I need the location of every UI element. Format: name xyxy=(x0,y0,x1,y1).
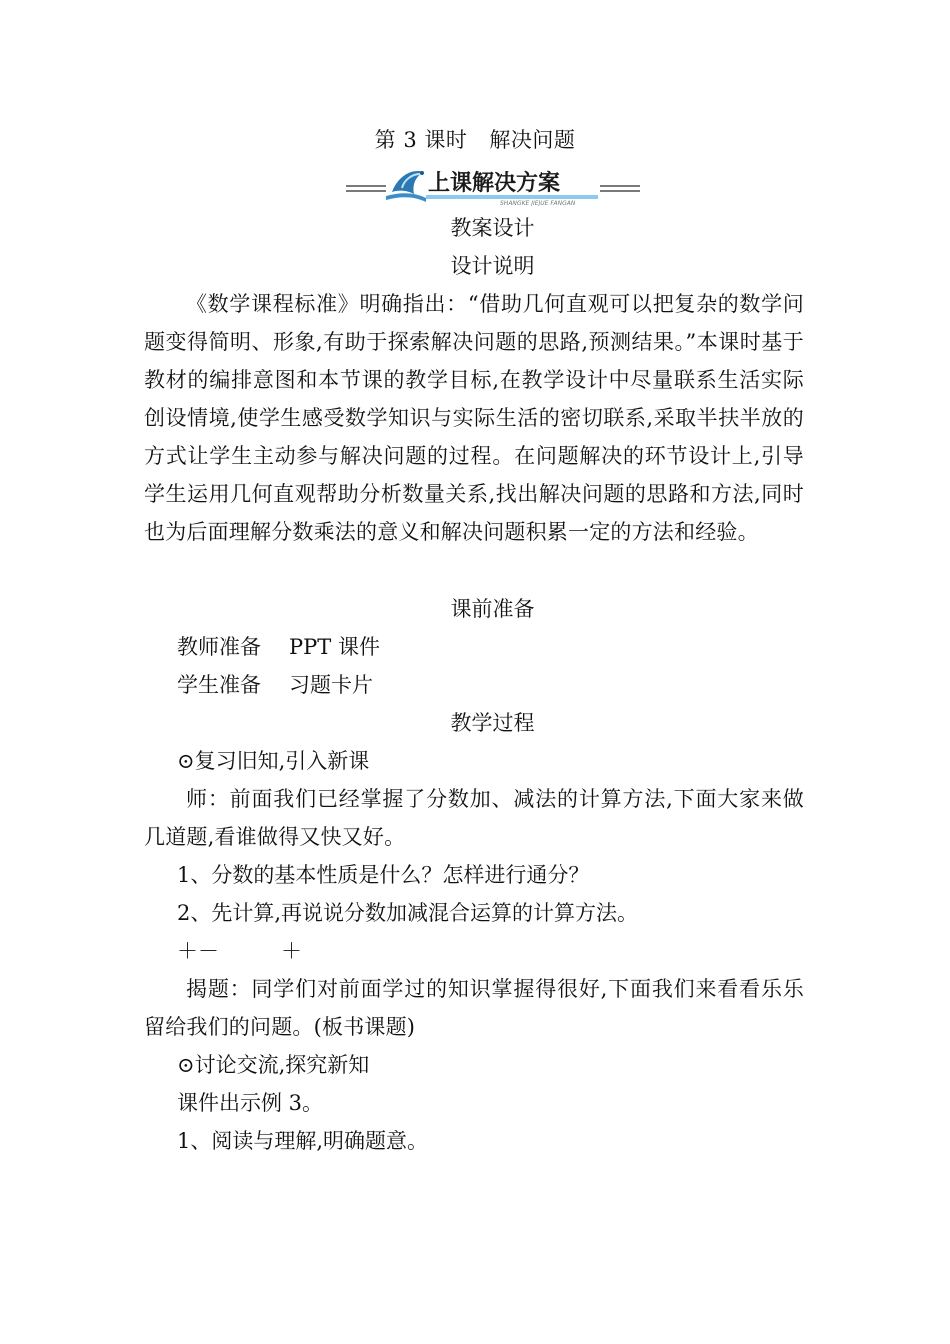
example-line: 课件出示例 3。 xyxy=(177,1091,324,1115)
lesson-number: 第 3 课时 xyxy=(374,128,468,152)
section-process: 教学过程 xyxy=(450,711,535,735)
teacher-prep-label: 教师准备 xyxy=(177,635,261,659)
section-lesson-plan: 教案设计 xyxy=(450,216,535,240)
question-1: 1、分数的基本性质是什么？怎样进行通分？ xyxy=(177,863,590,887)
expression-b: ＋ xyxy=(281,939,302,963)
bird-book-icon xyxy=(386,171,426,202)
question-2: 2、先计算,再说说分数加减混合运算的计算方法。 xyxy=(177,901,639,925)
banner-subtitle: SHANGKE JIEJUE FANGAN xyxy=(500,200,576,206)
expression-line xyxy=(177,932,302,970)
student-prep-label: 学生准备 xyxy=(177,673,261,697)
reveal-paragraph: 揭题：同学们对前面学过的知识掌握得很好,下面我们来看看乐乐留给我们的问题。(板书课题) xyxy=(144,977,804,1039)
student-prep-value: 习题卡片 xyxy=(289,673,373,697)
section-design-notes: 设计说明 xyxy=(450,254,535,278)
banner-logo xyxy=(342,162,642,206)
design-paragraph: 《数学课程标准》明确指出：“借助几何直观可以把复杂的数学问题变得简明、形象,有助于探索解决问题的思路,预测结果。”本课时基于教材的编排意图和本节课的教学目标,在教学设计中尽量联系生活实际创设情境,使学生感受数学知识与实际生活的密切联系,采取半扶半放的方式让学生主动参与解决问题的过程。在问题解决的环节设计上,引导学生运用几何直观帮助分析数量关系,找出解决问题的思路和方法,同时也为后面理解分数乘法的意义和解决问题积累一定的方法和经验。 xyxy=(144,292,804,544)
expression-a: ＋－ xyxy=(177,939,219,963)
step2-heading: ⊙讨论交流,探究新知 xyxy=(177,1053,370,1077)
lesson-topic: 解决问题 xyxy=(489,128,576,152)
read-line: 1、阅读与理解,明确题意。 xyxy=(177,1129,429,1153)
lesson-title xyxy=(0,124,950,156)
teacher-intro: 师：前面我们已经掌握了分数加、减法的计算方法,下面大家来做几道题,看谁做得又快又好。 xyxy=(144,787,804,849)
banner-title: 上课解决方案 xyxy=(428,171,561,196)
section-prep: 课前准备 xyxy=(450,597,535,621)
teacher-prep-line xyxy=(177,628,380,666)
teacher-prep-value: PPT 课件 xyxy=(289,635,380,659)
student-prep-line xyxy=(177,666,373,704)
step1-heading: ⊙复习旧知,引入新课 xyxy=(177,749,370,773)
